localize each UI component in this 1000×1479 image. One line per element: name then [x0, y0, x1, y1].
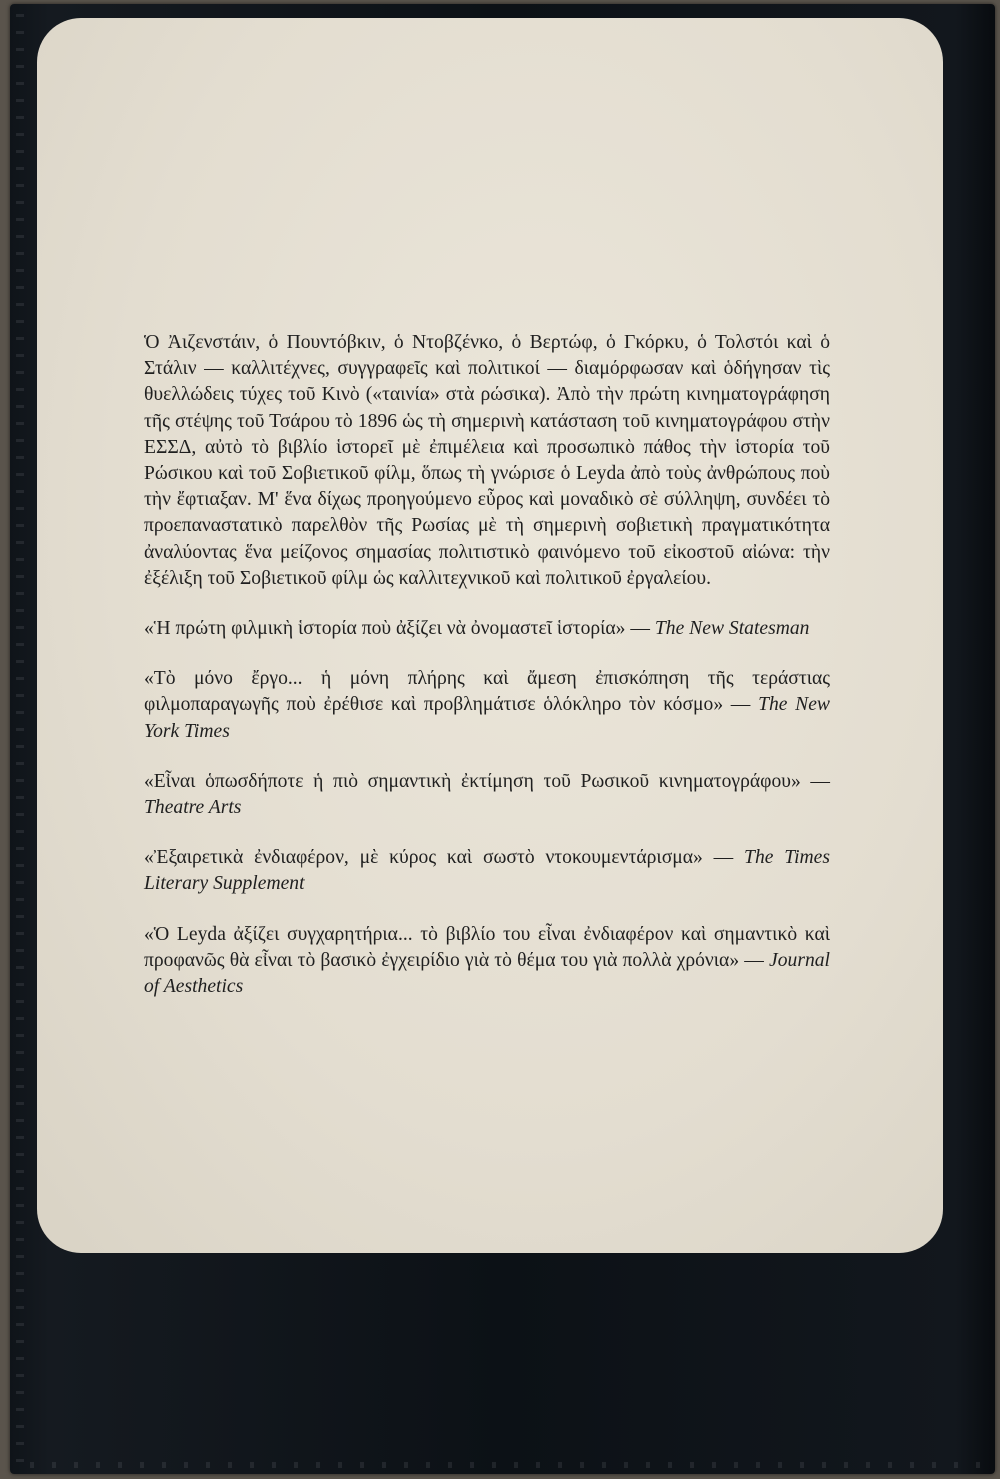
review-quote — [144, 666, 830, 745]
review-source: The Times Literary Supplement — [144, 847, 830, 895]
review-source: The New Statesman — [654, 618, 810, 640]
review-text: «Ἡ πρώτη φιλμικὴ ἱστορία ποὺ ἀξίζει νὰ ὀνομαστεῖ ἱστορία» — — [144, 618, 650, 640]
description-paragraph: Ὁ Ἀιζενστάιν, ὁ Πουντόβκιν, ὁ Ντοβζένκο, ὁ Βερτώφ, ὁ Γκόρκυ, ὁ Τολστόι καὶ ὁ Στάλιν — καλλιτέχνες, συγγραφεῖς καὶ πολιτικοί — διαμόρφωσαν καὶ ὁδήγησαν τὶς θυελλώδεις τύχες τοῦ Κινὸ («ταινία» στὰ ρώσικα). Ἀπὸ τὴν πρώτη κινηματογράφηση τῆς στέψης τοῦ Τσάρου τὸ 1896 ὡς τὴ σημερινὴ κατάσταση τοῦ κινηματογράφου στὴν ΕΣΣΔ, αὐτὸ τὸ βιβλίο ἱστορεῖ μὲ ἐπιμέλεια καὶ προσωπικὸ πάθος τὴν ἱστορία τοῦ Ρώσικου καὶ τοῦ Σοβιετικοῦ φίλμ, ὅπως τὴ γνώρισε ὁ Leyda ἀπὸ τοὺς ἀνθρώπους ποὺ τὴν ἔφτιαξαν. Μ' ἕνα δίχως προηγούμενο εὖρος καὶ μοναδικὸ σὲ σύλληψη, συνδέει τὸ προεπαναστατικὸ παρελθὸν τῆς Ρωσίας μὲ τὴ σημερινὴ σοβιετικὴ πραγματικότητα ἀναλύοντας ἕνα μείζονος σημασίας πολιτιστικὸ φαινόμενο τοῦ εἰκοστοῦ αἰώνα: τὴν ἐξέλιξη τοῦ Σοβιετικοῦ φίλμ ὡς καλλιτεχνικοῦ καὶ πολιτικοῦ ἐργαλείου. — [144, 332, 830, 589]
review-text: «Τὸ μόνο ἔργο... ἡ μόνη πλήρης καὶ ἄμεση ἐπισκόπηση τῆς τεράστιας φιλμοπαραγωγῆς ποὺ ἐρέθισε καὶ προβλημάτισε ὁλόκληρο τὸν κόσμο» — — [144, 668, 830, 716]
review-source: Theatre Arts — [144, 797, 242, 819]
blurb-text-block — [144, 330, 830, 1000]
review-quote — [144, 769, 830, 821]
review-source: Journal of Aesthetics — [144, 949, 830, 998]
review-quote — [144, 845, 830, 897]
review-text: «Εἶναι ὁπωσδήποτε ἡ πιὸ σημαντικὴ ἐκτίμηση τοῦ Ρωσικοῦ κινηματογράφου» — — [144, 770, 830, 792]
cover-edge-wear — [16, 14, 24, 1464]
review-text: «Ὁ Leyda ἀξίζει συγχαρητήρια... τὸ βιβλίο του εἶναι ἐνδιαφέρον καὶ σημαντικὸ καὶ προφανῶς θὰ εἶναι τὸ βασικὸ ἐγχειρίδιο γιὰ τὸ θέμα του γιὰ πολλὰ χρόνια» — — [144, 923, 830, 971]
review-quote — [144, 922, 830, 1001]
cover-bottom-wear — [30, 1462, 980, 1468]
review-source: The New York Times — [144, 694, 830, 742]
review-text: «Ἐξαιρετικὰ ἐνδιαφέρον, μὲ κύρος καὶ σωστὸ ντοκουμεντάρισμα» — — [144, 847, 734, 869]
review-quote — [144, 616, 830, 642]
